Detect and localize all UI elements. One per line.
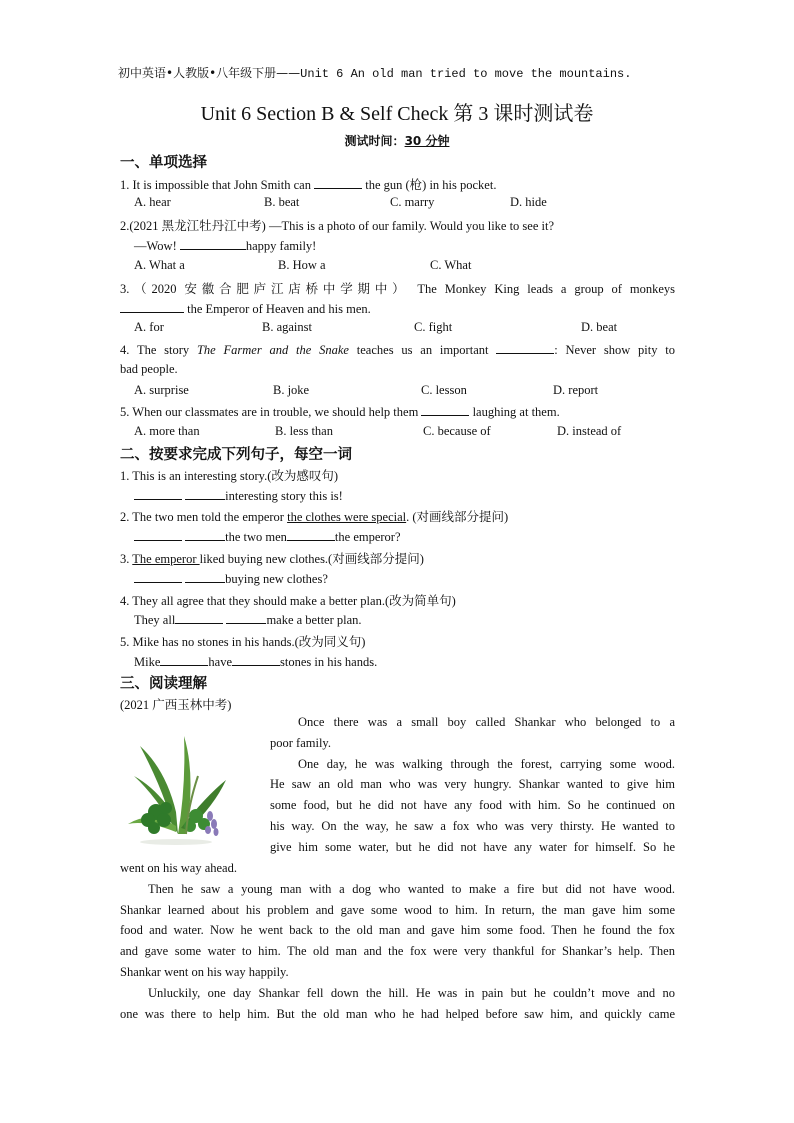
s2-q4-line1: 4. They all agree that they should make a better plan.(改为简单句) xyxy=(120,594,456,608)
s1-q3-option: D. beat xyxy=(581,320,618,334)
s1-q2-option: C. What xyxy=(430,258,472,272)
s2-q3-a: 3. xyxy=(120,552,133,566)
test-time xyxy=(0,132,794,149)
s1-q3-option: C. fight xyxy=(414,320,453,334)
s2-q5-a: Mike xyxy=(134,655,161,669)
answer-blank[interactable] xyxy=(134,528,182,541)
s2-q2-line1: 2.(2021 黑龙江牡丹江中考) —This is a photo of our family. Would you like to see it? xyxy=(120,219,555,233)
s1-q2-option: B. How a xyxy=(278,258,326,272)
answer-blank[interactable] xyxy=(185,570,225,583)
section1-heading: 一、单项选择 xyxy=(120,155,207,171)
answer-blank[interactable] xyxy=(180,237,246,250)
s1-q1-option: A. hear xyxy=(134,195,171,209)
s1-q3-option: A. for xyxy=(134,320,164,334)
s1-q1-option: D. hide xyxy=(510,195,547,209)
passage-line: one was there to help him. But the old man who he had helped before saw him, and quickly came xyxy=(120,1006,675,1021)
answer-blank[interactable] xyxy=(226,611,266,624)
passage-line: One day, he was walking through the forest, carrying some wood. xyxy=(298,756,675,771)
passage-line: Shankar learned about his problem and gave some wood to him. In return, the man gave him some xyxy=(120,902,675,917)
s2-q3-line2 xyxy=(134,570,328,587)
s1-q2-a: —Wow! xyxy=(134,239,177,253)
answer-blank[interactable] xyxy=(421,403,469,416)
s1-q5-option: C. because of xyxy=(423,424,491,438)
passage-beside-image xyxy=(270,712,675,858)
answer-blank[interactable] xyxy=(120,300,184,313)
passage-line: went on his way ahead. xyxy=(120,861,237,875)
passage-line: Unluckily, one day Shankar fell down the hill. He was in pain but he couldn’t move and no xyxy=(148,985,675,1000)
passage-body xyxy=(120,858,675,1024)
header-en: Unit 6 An old man tried to move the mountains. xyxy=(300,67,632,81)
s1-q4-option: C. lesson xyxy=(421,383,467,397)
passage-line: poor family. xyxy=(270,735,331,750)
s2-q5-line2 xyxy=(134,653,377,670)
answer-blank[interactable] xyxy=(314,176,362,189)
s1-q3-line1: 3.（2020 安徽合肥庐江店桥中学期中） The Monkey King leads a group of monkeys xyxy=(120,282,675,296)
section3-heading: 三、阅读理解 xyxy=(120,676,207,692)
s1-q3-option: B. against xyxy=(262,320,312,334)
section2-heading: 二、按要求完成下列句子，每空一词 xyxy=(120,447,352,463)
page-header xyxy=(118,64,631,81)
s1-q5-option: B. less than xyxy=(275,424,333,438)
s1-q4-c: : Never show pity to xyxy=(554,343,676,357)
passage-line: Then he saw a young man with a dog who wanted to make a fire but did not have wood. xyxy=(148,881,675,896)
s1-q2-line2 xyxy=(134,237,316,254)
s1-q4-option: B. joke xyxy=(273,383,310,397)
page-title: Unit 6 Section B & Self Check 第 3 课时测试卷 xyxy=(200,103,594,125)
s1-q4-option: D. report xyxy=(553,383,599,397)
passage-line: He saw an old man who was very hungry. Shankar wanted to give him xyxy=(270,777,675,792)
s3-source: (2021 广西玉林中考) xyxy=(120,698,232,712)
passage-line: give him some water, but he did not have any water for himself. So he xyxy=(270,839,675,854)
s1-q4-a: 4. The story xyxy=(120,343,190,357)
s2-q2-a: 2. The two men told the emperor xyxy=(120,510,284,524)
test-time-label: 测试时间： xyxy=(344,134,405,148)
s2-q4-line2 xyxy=(134,611,362,628)
s1-q4-b: teaches us an important xyxy=(356,343,489,357)
answer-blank[interactable] xyxy=(175,611,223,624)
s1-q5-option: A. more than xyxy=(134,424,200,438)
s1-q5-option: D. instead of xyxy=(557,424,622,438)
s1-q1-option: C. marry xyxy=(390,195,435,209)
s1-q4-line1 xyxy=(120,341,675,358)
passage-line: food and water. Now he went back to the old man and gave him some food. Then he found the fox xyxy=(120,923,675,938)
s1-q5 xyxy=(120,403,560,420)
s2-q1-line1: 1. This is an interesting story.(改为感叹句) xyxy=(120,469,339,483)
s1-q1-b: the gun (枪) in his pocket. xyxy=(365,178,497,192)
answer-blank[interactable] xyxy=(232,653,280,666)
passage-line: and gave some water to him. The old man and the fox were very thankful for Shankar’s help. Then xyxy=(120,944,675,959)
s1-q4-option: A. surprise xyxy=(134,383,189,397)
header-cn: 初中英语•人教版•八年级下册—— xyxy=(118,66,301,80)
passage-line: Shankar went on his way happily. xyxy=(120,964,289,979)
s2-q5-line1: 5. Mike has no stones in his hands.(改为同义句) xyxy=(120,635,366,649)
answer-blank[interactable] xyxy=(185,528,225,541)
s2-q1-line2 xyxy=(134,487,343,504)
s1-q5-a: 5. When our classmates are in trouble, we should help them xyxy=(120,405,419,419)
s1-q1-option: B. beat xyxy=(264,195,300,209)
s2-q2-line1 xyxy=(120,507,508,525)
s2-q5-b: have xyxy=(208,655,232,669)
s1-q4-line2: bad people. xyxy=(120,362,178,376)
s1-q1-a: 1. It is impossible that John Smith can xyxy=(120,178,311,192)
s1-q2-b: happy family! xyxy=(245,239,317,253)
s2-q1-text: interesting story this is! xyxy=(225,489,343,503)
s1-q4-italic: The Farmer and the Snake xyxy=(196,343,349,357)
answer-blank[interactable] xyxy=(134,487,182,500)
s2-q2-b: . (对画线部分提问) xyxy=(406,510,509,524)
s2-q3-line1 xyxy=(120,549,424,567)
test-time-value: 30 分钟 xyxy=(404,134,450,148)
passage-line: his way. On the way, he saw a fox who was very thirsty. He wanted to xyxy=(270,818,675,833)
s1-q2-option: A. What a xyxy=(134,258,185,272)
s2-q4-a: They all xyxy=(134,613,176,627)
answer-blank[interactable] xyxy=(496,341,554,354)
s2-q5-c: stones in his hands. xyxy=(280,655,378,669)
answer-blank[interactable] xyxy=(185,487,225,500)
s2-q2-line2 xyxy=(134,528,401,545)
s1-q3-line2 xyxy=(120,300,371,317)
s2-q2-m2: the emperor? xyxy=(334,530,401,544)
answer-blank[interactable] xyxy=(287,528,335,541)
answer-blank[interactable] xyxy=(134,570,182,583)
s2-q3-underlined: The emperor xyxy=(132,552,200,566)
s1-q1 xyxy=(120,175,496,193)
herbs-image xyxy=(126,716,230,846)
s1-q5-b: laughing at them. xyxy=(472,405,560,419)
s2-q3-b: liked buying new clothes.(对画线部分提问) xyxy=(199,552,424,566)
passage-line: Once there was a small boy called Shankar who belonged to a xyxy=(298,715,675,729)
s1-q3-b: the Emperor of Heaven and his men. xyxy=(187,302,371,316)
s2-q2-m1: the two men xyxy=(225,530,287,544)
answer-blank[interactable] xyxy=(160,653,208,666)
passage-line: some food, but he did not have any food with him. So he continued on xyxy=(270,798,675,813)
s2-q3-text: buying new clothes? xyxy=(225,572,328,586)
s2-q4-b: make a better plan. xyxy=(266,613,362,627)
s2-q2-underlined: the clothes were special xyxy=(287,510,407,524)
